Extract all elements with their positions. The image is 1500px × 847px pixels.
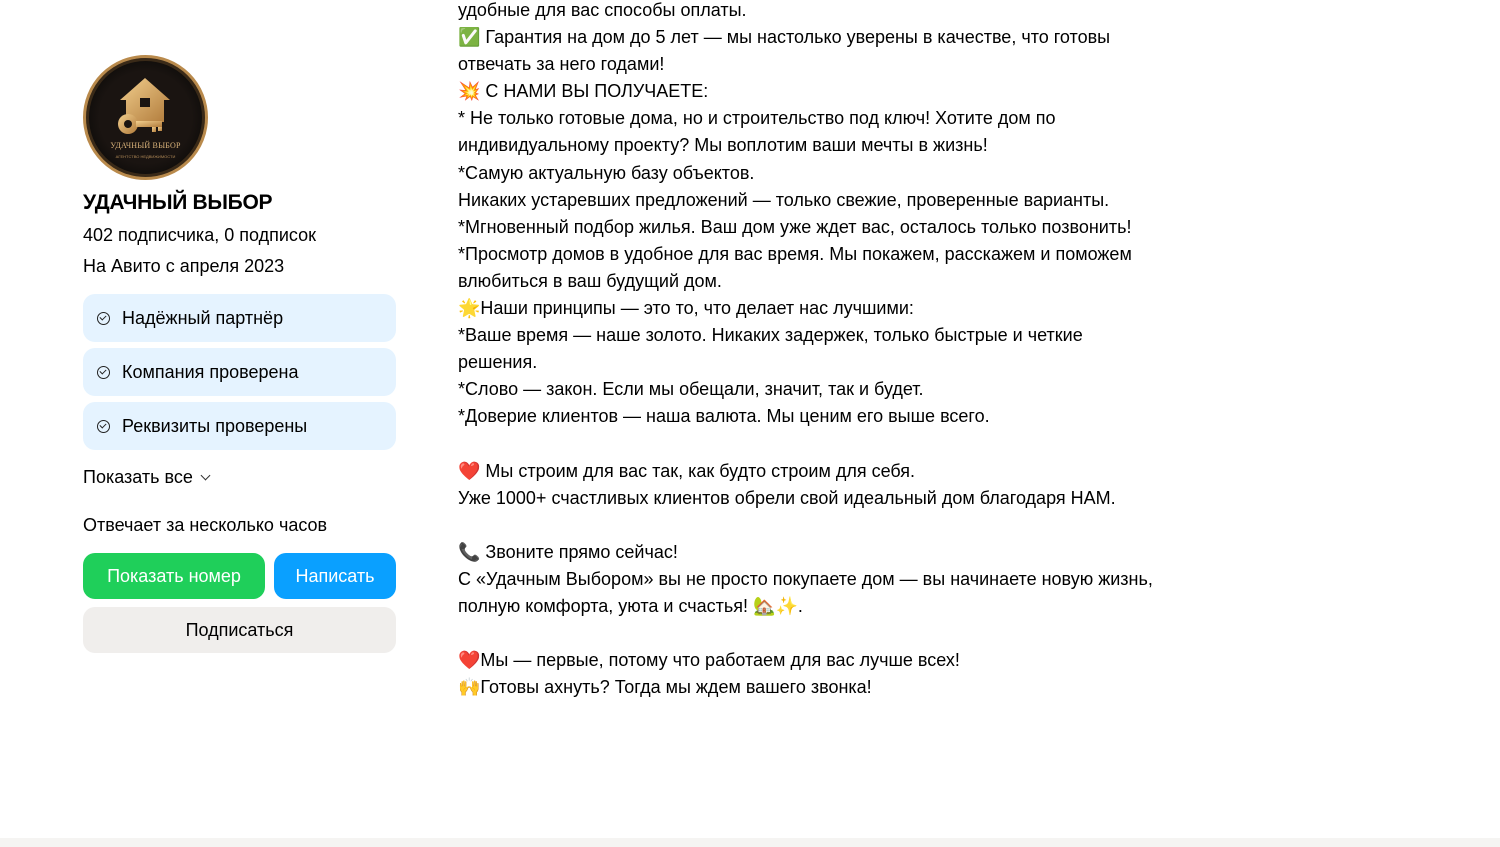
- logo-subtitle: АГЕНТСТВО НЕДВИЖИМОСТИ: [115, 154, 176, 159]
- description-line: ❤️ Мы строим для вас так, как будто строим для себя.: [458, 460, 916, 481]
- show-all-label: Показать все: [83, 466, 193, 487]
- badge-details-verified[interactable]: [83, 402, 396, 450]
- description-line: ✅ Гарантия на дом до 5 лет — мы настолько уверены в качестве, что готовы: [458, 27, 1111, 48]
- member-since: На Авито с апреля 2023: [83, 256, 285, 276]
- chevron-down-icon: [200, 470, 210, 480]
- seller-name[interactable]: УДАЧНЫЙ ВЫБОР: [83, 191, 273, 214]
- description-line: [458, 431, 1218, 458]
- description-line: 🙌Готовы ахнуть? Тогда мы ждем вашего звонка!: [458, 677, 872, 698]
- check-circle-icon: [97, 366, 110, 379]
- check-circle-icon: [97, 420, 110, 433]
- check-circle-icon: [97, 312, 110, 325]
- description-line: влюбиться в ваш будущий дом.: [458, 270, 722, 291]
- trust-badges: [83, 294, 396, 450]
- description-line: индивидуальному проекту? Мы воплотим ваши мечты в жизнь!: [458, 135, 988, 156]
- badge-reliable-partner[interactable]: [83, 294, 396, 342]
- write-message-button[interactable]: Написать: [274, 553, 396, 599]
- seller-avatar[interactable]: [83, 55, 208, 180]
- description-line: *Мгновенный подбор жилья. Ваш дом уже ждет вас, осталось только позвонить!: [458, 216, 1132, 237]
- seller-sidebar: [83, 55, 396, 653]
- response-time: Отвечает за несколько часов: [83, 515, 328, 535]
- description-line: [458, 512, 1218, 539]
- description-line: отвечать за него годами!: [458, 54, 665, 75]
- description-line: 📞 Звоните прямо сейчас!: [458, 541, 678, 562]
- description-line: *Слово — закон. Если мы обещали, значит, так и будет.: [458, 379, 924, 400]
- description-line: 🌟Наши принципы — это то, что делает нас лучшими:: [458, 298, 914, 319]
- description-line: удобные для вас способы оплаты.: [458, 0, 747, 20]
- description-line: полную комфорта, уюта и счастья! 🏡✨.: [458, 595, 803, 616]
- badge-label: Надёжный партнёр: [122, 307, 284, 328]
- description-line: *Доверие клиентов — наша валюта. Мы ценим его выше всего.: [458, 406, 990, 427]
- description-line: решения.: [458, 352, 538, 373]
- description-line: 💥 С НАМИ ВЫ ПОЛУЧАЕТЕ:: [458, 81, 709, 102]
- description-line: С «Удачным Выбором» вы не просто покупаете дом — вы начинаете новую жизнь,: [458, 568, 1153, 589]
- show-all-toggle[interactable]: [83, 462, 396, 492]
- badge-label: Компания проверена: [122, 361, 299, 382]
- page-footer-strip: [0, 838, 1500, 847]
- description-line: *Самую актуальную базу объектов.: [458, 162, 755, 183]
- subscribers-count[interactable]: 402 подписчика, 0 подписок: [83, 225, 316, 245]
- badge-label: Реквизиты проверены: [122, 415, 308, 436]
- logo-text: УДАЧНЫЙ ВЫБОР: [110, 141, 181, 150]
- show-phone-button[interactable]: Показать номер: [83, 553, 265, 599]
- badge-company-verified[interactable]: [83, 348, 396, 396]
- description-line: * Не только готовые дома, но и строительство под ключ! Хотите дом по: [458, 108, 1056, 129]
- description-line: ❤️Мы — первые, потому что работаем для вас лучше всех!: [458, 649, 960, 670]
- subscribe-button[interactable]: Подписаться: [83, 607, 396, 653]
- seller-description: [458, 0, 1218, 701]
- description-line: *Ваше время — наше золото. Никаких задержек, только быстрые и четкие: [458, 325, 1083, 346]
- description-line: Уже 1000+ счастливых клиентов обрели свой идеальный дом благодаря НАМ.: [458, 487, 1116, 508]
- description-line: *Просмотр домов в удобное для вас время. Мы покажем, расскажем и поможем: [458, 243, 1132, 264]
- house-key-logo-icon: [86, 58, 205, 177]
- description-line: [458, 620, 1218, 647]
- description-line: Никаких устаревших предложений — только свежие, проверенные варианты.: [458, 189, 1110, 210]
